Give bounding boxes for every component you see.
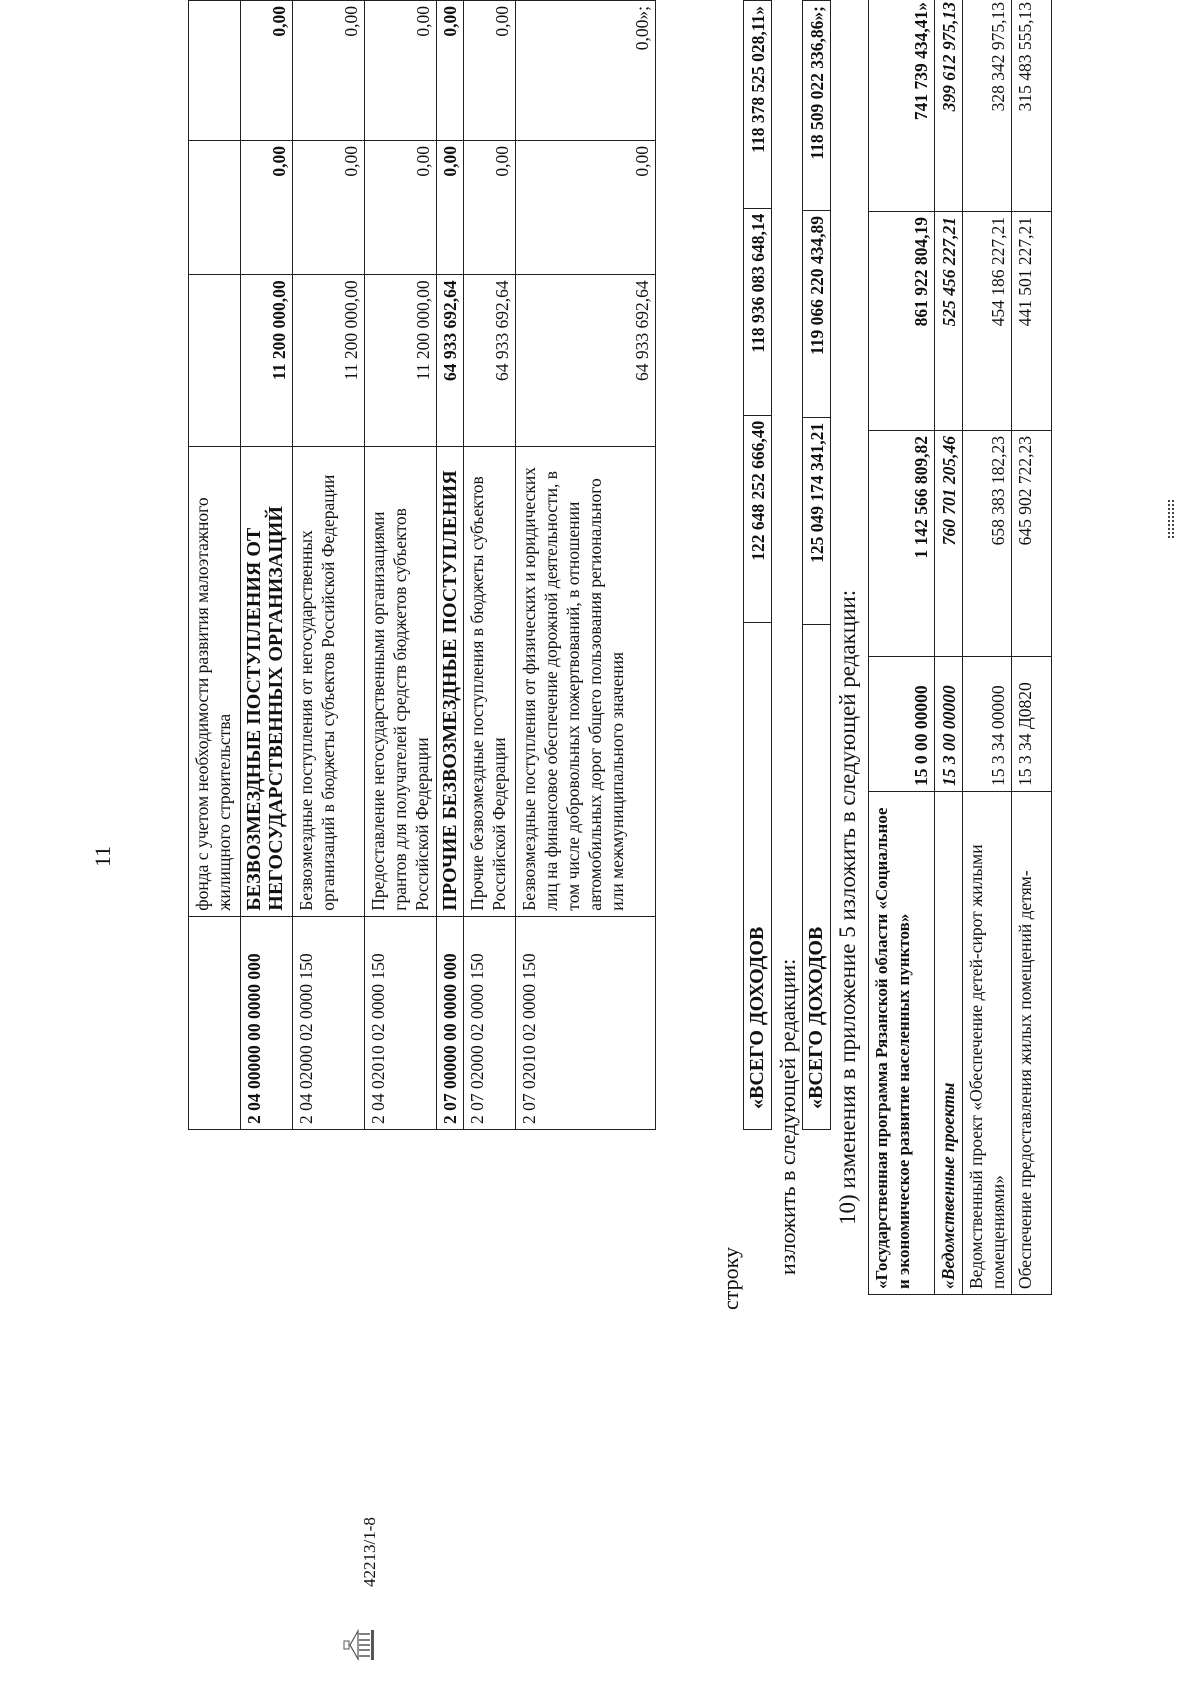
- program-value-2: 454 186 227,21: [963, 212, 1012, 431]
- program-code: 15 0 00 00000: [869, 657, 935, 792]
- row-value-2: 0,00: [437, 140, 464, 274]
- program-value-1: 645 902 722,23: [1012, 431, 1052, 657]
- row-value-3: 0,00: [437, 1, 464, 141]
- row-value-1: 64 933 692,64: [437, 275, 464, 447]
- program-table-clip: [868, 0, 1200, 1295]
- program-code: 15 3 34 00000: [963, 657, 1012, 792]
- row-value-3: 0,00: [365, 1, 437, 141]
- table-row: [464, 1, 516, 1130]
- table-row: [963, 0, 1012, 1295]
- table-row: [189, 1, 241, 1130]
- row-name: ПРОЧИЕ БЕЗВОЗМЕЗДНЫЕ ПОСТУПЛЕНИЯ: [437, 447, 464, 916]
- program-value-1: 1 142 566 809,82: [869, 431, 935, 657]
- row-value-1: 64 933 692,64: [464, 275, 516, 447]
- total-label: «ВСЕГО ДОХОДОВ: [803, 625, 831, 1130]
- row-code: 2 07 02000 02 0000 150: [464, 916, 516, 1129]
- page-number: 11: [90, 845, 115, 867]
- row-value-2: 0,00: [293, 140, 365, 274]
- row-name: Безвозмездные поступления от негосударственных организаций в бюджеты субъектов Российской Федерации: [293, 447, 365, 916]
- program-name: «Ведомственные проекты: [935, 792, 963, 1295]
- row-name: Предоставление негосударственными организациями грантов для получателей средств бюджетов субъектов Российской Федерации: [365, 447, 437, 916]
- table-row: [803, 1, 831, 1130]
- row-value-3: 0,00»;: [516, 1, 656, 141]
- total-old-table: [743, 0, 772, 1130]
- total-value-2: 119 066 220 434,89: [803, 211, 831, 418]
- row-value-1: [189, 275, 241, 447]
- program-value-1: 760 701 205,46: [935, 431, 963, 657]
- row-value-2: 0,00: [241, 140, 293, 274]
- row-code: 2 04 00000 00 0000 000: [241, 916, 293, 1129]
- program-value-3: 315 483 555,13: [1012, 0, 1052, 212]
- row-value-3: 0,00: [464, 1, 516, 141]
- table-row: [241, 1, 293, 1130]
- row-code: 2 04 02000 02 0000 150: [293, 916, 365, 1129]
- scan-artifact: [1168, 500, 1170, 540]
- total-value-1: 125 049 174 341,21: [803, 417, 831, 624]
- library-stamp-icon: [342, 1625, 378, 1665]
- program-value-2: 861 922 804,19: [869, 212, 935, 431]
- row-name: Прочие безвозмездные поступления в бюджеты субъектов Российской Федерации: [464, 447, 516, 916]
- row-code: 2 07 00000 00 0000 000: [437, 916, 464, 1129]
- program-code: 15 3 34 Д0820: [1012, 657, 1052, 792]
- program-value-3: 741 739 434,41»: [869, 0, 935, 212]
- document-code: 42213/1-8: [360, 1517, 379, 1587]
- program-name: Обеспечение предоставления жилых помещений детям-: [1012, 792, 1052, 1295]
- row-name: Безвозмездные поступления от физических и юридических лиц на финансовое обеспечение дорожной деятельности, в том числе добровольных пожертвований, в отношении автомобильных дорог общего пользования регионального или межмуниципального значения: [516, 447, 656, 916]
- row-code: 2 04 02010 02 0000 150: [365, 916, 437, 1129]
- total-label: «ВСЕГО ДОХОДОВ: [744, 623, 772, 1130]
- table-row: [869, 0, 935, 1295]
- total-value-2: 118 936 083 648,14: [744, 208, 772, 415]
- row-code: [189, 916, 241, 1129]
- row-value-2: 0,00: [365, 140, 437, 274]
- scan-artifact: [1172, 500, 1174, 540]
- row-value-3: [189, 1, 241, 141]
- program-name: «Государственная программа Рязанской области «Социальное и экономическое развитие населенных пунктов»: [869, 792, 935, 1295]
- total-value-3: 118 378 525 028,11»: [744, 1, 772, 209]
- table-row: [293, 1, 365, 1130]
- table-row: [365, 1, 437, 1130]
- row-value-2: 0,00: [464, 140, 516, 274]
- program-name: Ведомственный проект «Обеспечение детей-сирот жилыми помещениями»: [963, 792, 1012, 1295]
- total-new-table: [802, 0, 831, 1130]
- row-name: фонда с учетом необходимости развития малоэтажного жилищного строительства: [189, 447, 241, 916]
- total-value-1: 122 648 252 666,40: [744, 415, 772, 623]
- program-value-2: 441 501 227,21: [1012, 212, 1052, 431]
- row-value-2: [189, 140, 241, 274]
- row-value-2: 0,00: [516, 140, 656, 274]
- row-value-1: 11 200 000,00: [293, 275, 365, 447]
- program-value-3: 399 612 975,13: [935, 0, 963, 212]
- table-row: [935, 0, 963, 1295]
- program-code: 15 3 00 00000: [935, 657, 963, 792]
- table-row: [437, 1, 464, 1130]
- table-row: [744, 1, 772, 1130]
- row-value-1: 64 933 692,64: [516, 275, 656, 447]
- table-row: [516, 1, 656, 1130]
- revenue-table: [188, 0, 656, 1130]
- table-row: [1012, 0, 1052, 1295]
- instruction-stroku: строку: [718, 1246, 743, 1310]
- row-name: БЕЗВОЗМЕЗДНЫЕ ПОСТУПЛЕНИЯ ОТ НЕГОСУДАРСТВЕННЫХ ОРГАНИЗАЦИЙ: [241, 447, 293, 916]
- program-value-2: 525 456 227,21: [935, 212, 963, 431]
- row-value-1: 11 200 000,00: [365, 275, 437, 447]
- row-value-3: 0,00: [293, 1, 365, 141]
- row-code: 2 07 02010 02 0000 150: [516, 916, 656, 1129]
- program-value-3: 328 342 975,13: [963, 0, 1012, 212]
- stamp-graphic: [342, 1625, 378, 1665]
- row-value-3: 0,00: [241, 1, 293, 141]
- instruction-izlozhit: изложить в следующей редакции:: [775, 958, 800, 1275]
- instruction-item-10: 10) изменения в приложение 5 изложить в следующей редакции:: [835, 589, 860, 1225]
- program-value-1: 658 383 182,23: [963, 431, 1012, 657]
- row-value-1: 11 200 000,00: [241, 275, 293, 447]
- total-value-3: 118 509 022 336,86»;: [803, 1, 831, 211]
- program-table: [868, 0, 1052, 1295]
